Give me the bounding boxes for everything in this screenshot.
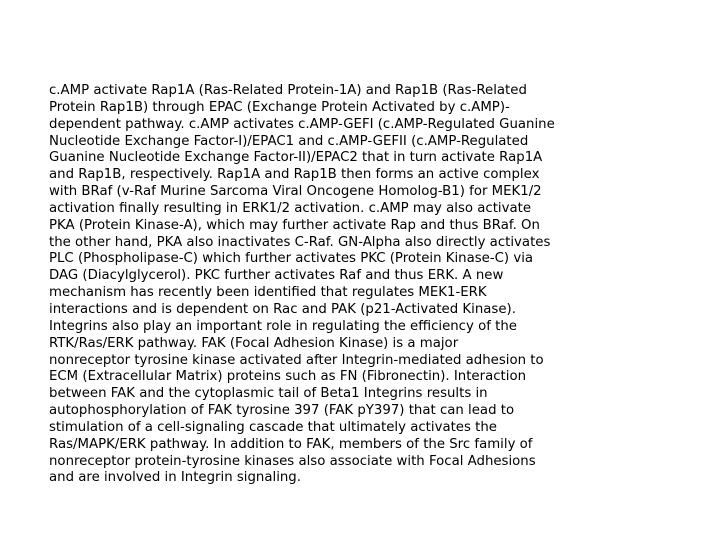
text-line: nonreceptor protein-tyrosine kinases also associate with Focal Adhesions: [49, 453, 536, 469]
text-line: mechanism has recently been identified that regulates MEK1-ERK: [49, 285, 487, 301]
text-line: PKA (Protein Kinase-A), which may further activate Rap and thus BRaf. On: [49, 217, 540, 233]
text-line: interactions and is dependent on Rac and PAK (p21-Activated Kinase).: [49, 301, 516, 317]
text-line: nonreceptor tyrosine kinase activated after Integrin-mediated adhesion to: [49, 352, 544, 368]
text-line: Integrins also play an important role in regulating the efficiency of the: [49, 318, 517, 334]
text-line: Ras/MAPK/ERK pathway. In addition to FAK, members of the Src family of: [49, 436, 533, 452]
text-line: stimulation of a cell-signaling cascade that ultimately activates the: [49, 419, 497, 435]
text-line: with BRaf (v-Raf Murine Sarcoma Viral Oncogene Homolog-B1) for MEK1/2: [49, 184, 542, 200]
text-line: autophosphorylation of FAK tyrosine 397 (FAK pY397) that can lead to: [49, 403, 515, 419]
text-line: dependent pathway. c.AMP activates c.AMP-GEFI (c.AMP-Regulated Guanine: [49, 116, 555, 132]
text-line: between FAK and the cytoplasmic tail of Beta1 Integrins results in: [49, 386, 488, 402]
text-line: DAG (Diacylglycerol). PKC further activates Raf and thus ERK. A new: [49, 268, 504, 284]
text-line: and are involved in Integrin signaling.: [49, 470, 301, 486]
text-line: Protein Rap1B) through EPAC (Exchange Protein Activated by c.AMP)-: [49, 99, 510, 115]
body-paragraph: [49, 83, 649, 487]
text-line: c.AMP activate Rap1A (Ras-Related Protein-1A) and Rap1B (Ras-Related: [49, 83, 527, 98]
text-line: the other hand, PKA also inactivates C-Raf. GN-Alpha also directly activates: [49, 234, 551, 250]
text-line: Nucleotide Exchange Factor-I)/EPAC1 and c.AMP-GEFII (c.AMP-Regulated: [49, 133, 529, 149]
text-line: Guanine Nucleotide Exchange Factor-II)/EPAC2 that in turn activate Rap1A: [49, 150, 543, 166]
text-line: activation finally resulting in ERK1/2 activation. c.AMP may also activate: [49, 200, 532, 216]
text-line: and Rap1B, respectively. Rap1A and Rap1B then forms an active complex: [49, 167, 540, 183]
text-line: PLC (Phospholipase-C) which further activates PKC (Protein Kinase-C) via: [49, 251, 534, 267]
text-line: ECM (Extracellular Matrix) proteins such as FN (Fibronectin). Interaction: [49, 369, 527, 385]
text-line: RTK/Ras/ERK pathway. FAK (Focal Adhesion Kinase) is a major: [49, 335, 459, 351]
